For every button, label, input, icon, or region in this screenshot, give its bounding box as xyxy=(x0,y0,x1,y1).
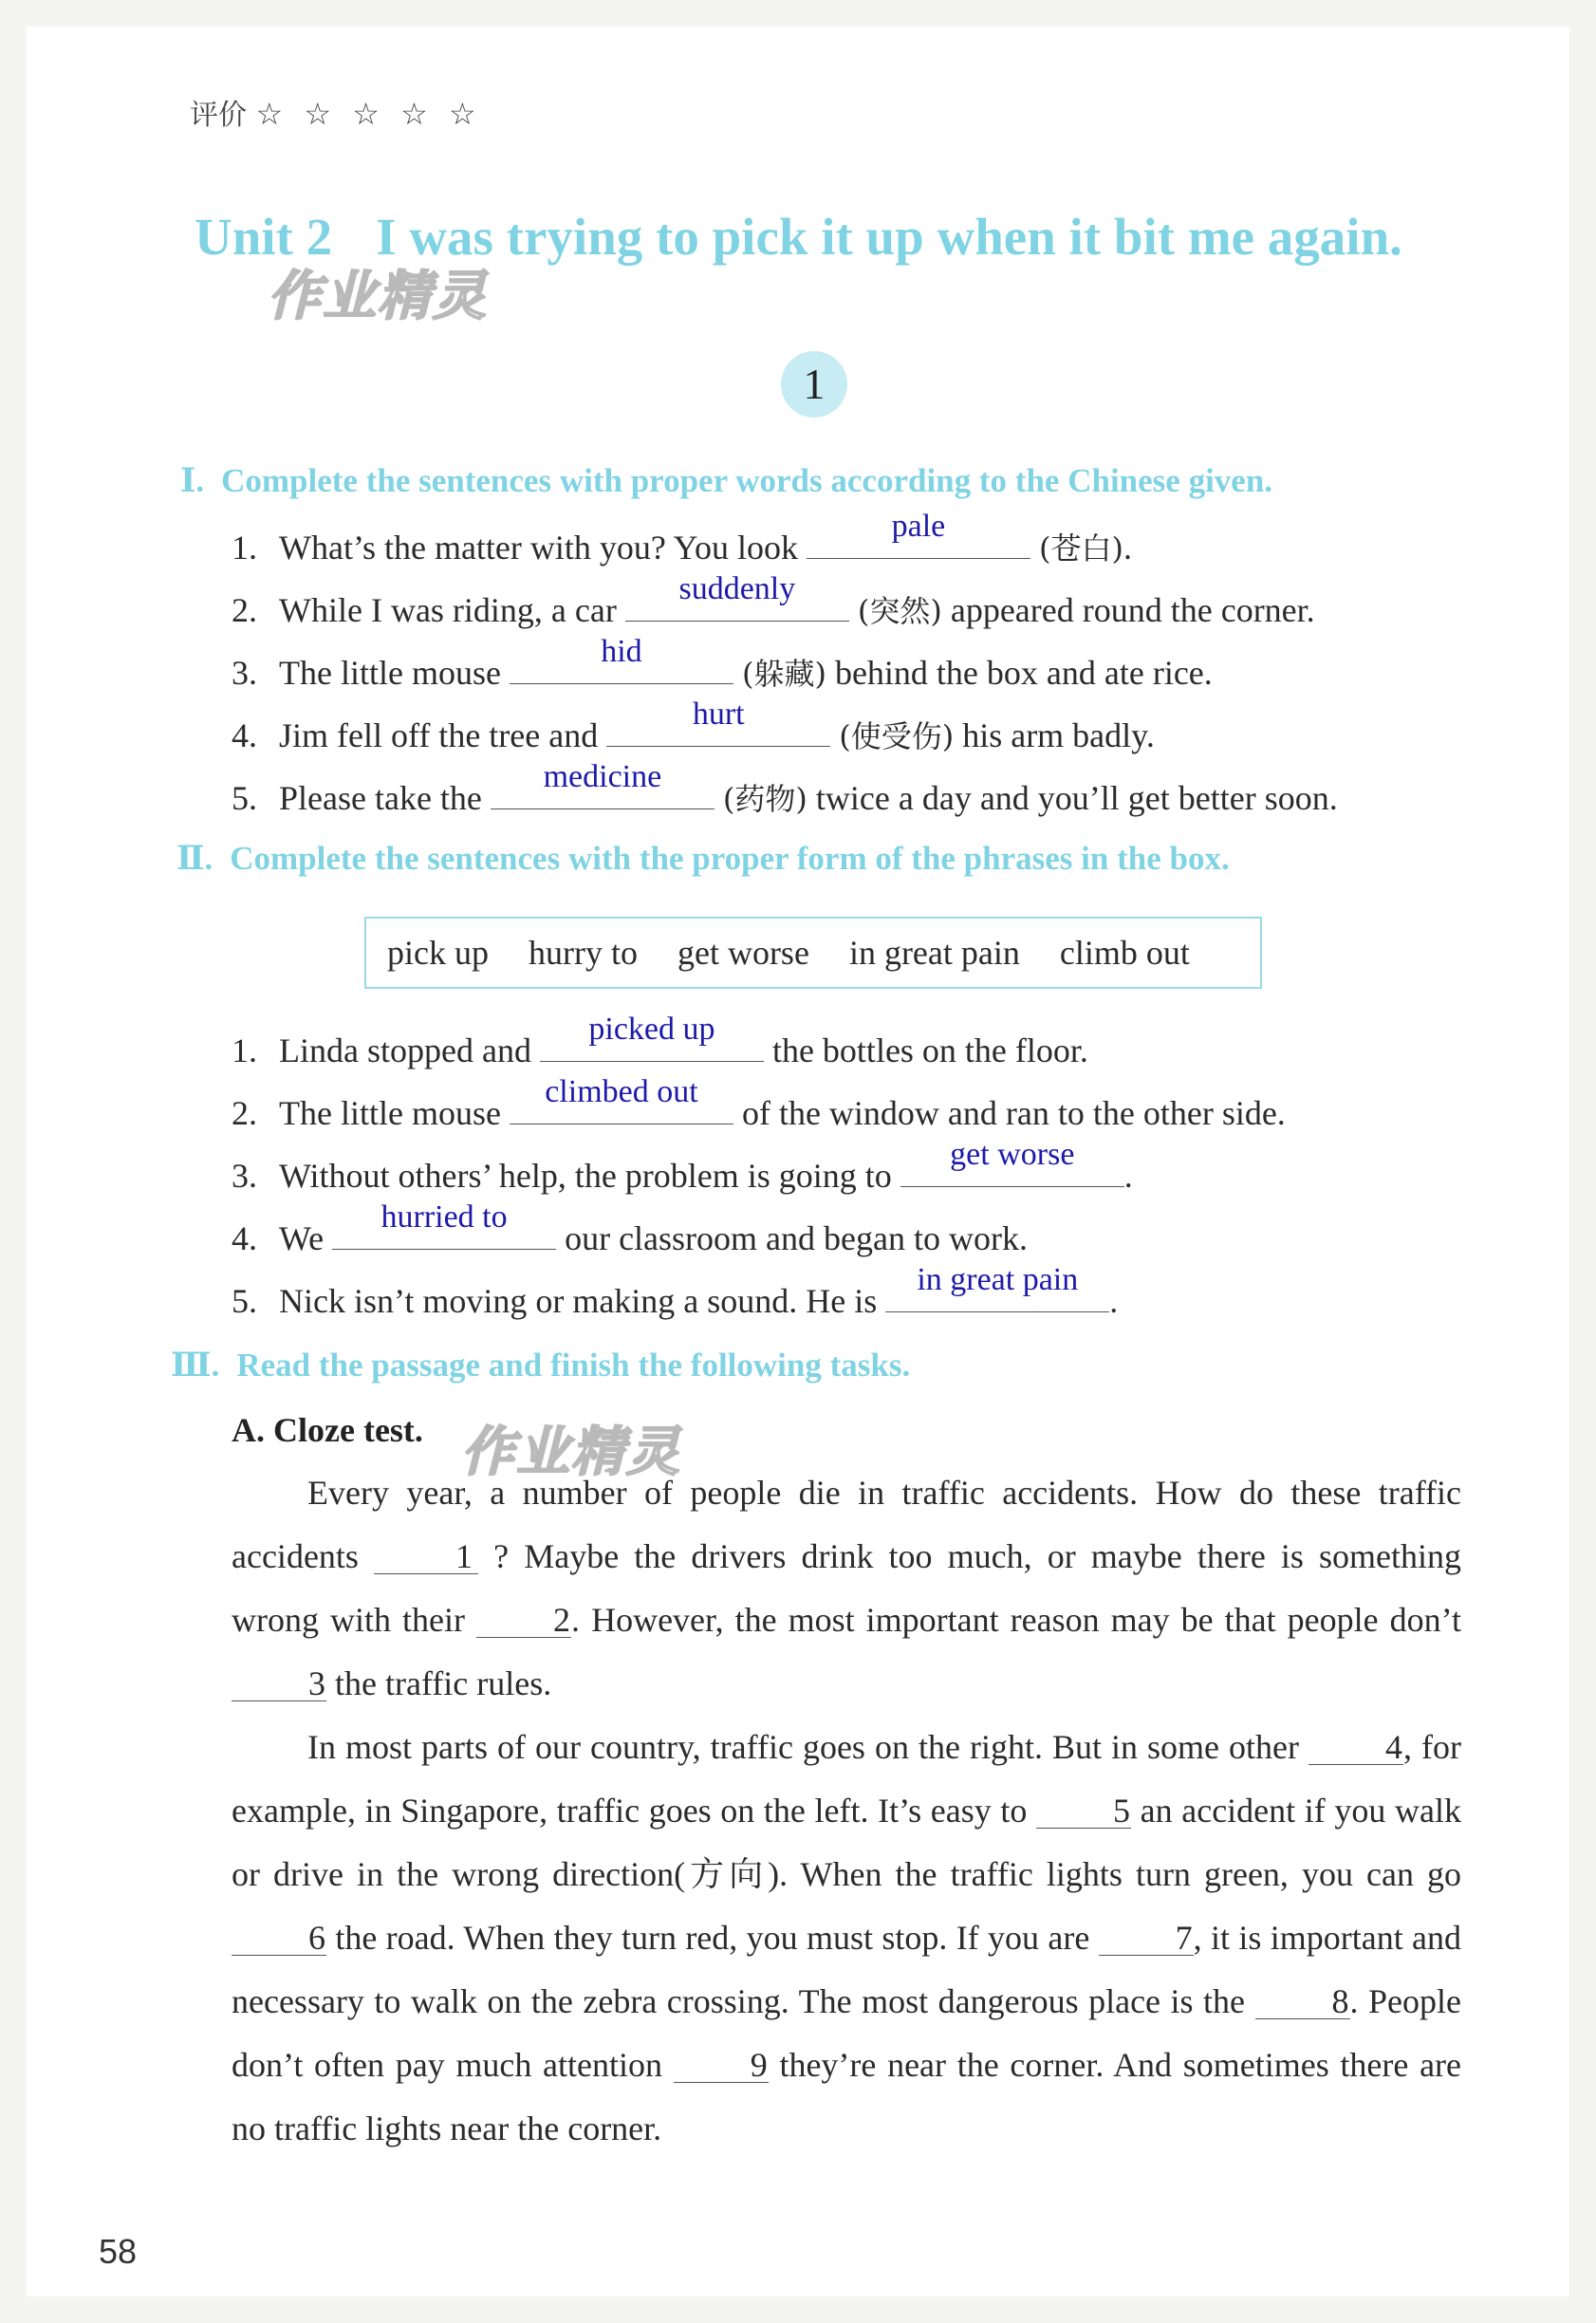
item-text: The little mouse xyxy=(279,1094,501,1132)
chinese-hint: (药物) xyxy=(722,781,807,817)
s1-item-4 xyxy=(232,697,1155,756)
paragraph-2 xyxy=(232,1716,1461,2161)
passage-text: , it is important and necessary to walk on the zebra crossing. The most dangerous place is the xyxy=(232,1919,1462,2020)
item-text: twice a day and you’ll get better soon. xyxy=(815,779,1338,817)
passage-text: . However, the most important reason may be that people don’t xyxy=(571,1601,1461,1639)
blank-number: 8 xyxy=(1331,1982,1349,2020)
passage-text: Every year, a number of people die in traffic accidents. How do these traffic accidents xyxy=(232,1474,1461,1575)
s1-item-5 xyxy=(232,759,1338,819)
item-text: . xyxy=(1123,1157,1133,1195)
cloze-blank[interactable] xyxy=(1099,1921,1194,1956)
page-number: 58 xyxy=(99,2232,138,2271)
answer: hid xyxy=(601,634,642,669)
item-text: What’s the matter with you? You look xyxy=(279,529,798,567)
watermark: 作业精灵 xyxy=(268,266,488,327)
cloze-blank[interactable] xyxy=(674,2048,769,2083)
item-text: Linda stopped and xyxy=(279,1031,531,1069)
item-number: 4. xyxy=(232,1219,257,1257)
answer-blank[interactable] xyxy=(885,1262,1109,1312)
answer-blank[interactable] xyxy=(625,571,849,622)
item-number: 5. xyxy=(232,1282,257,1320)
item-text: . xyxy=(1123,529,1132,567)
chinese-hint: (躲藏) xyxy=(741,656,826,692)
chinese-hint: (突然) xyxy=(857,593,942,629)
item-number: 5. xyxy=(232,779,257,817)
s2-item-5 xyxy=(232,1262,1119,1321)
item-number: 3. xyxy=(232,1157,257,1195)
item-text: Please take the xyxy=(279,779,482,817)
blank-number: 5 xyxy=(1113,1792,1130,1830)
section-3-text: Read the passage and finish the following tasks. xyxy=(236,1347,911,1384)
passage-text: . People don’t often pay much attention xyxy=(232,1982,1461,2084)
rating-stars: ☆ ☆ ☆ ☆ ☆ xyxy=(255,96,482,132)
cloze-subheading: A. Cloze test. xyxy=(232,1411,423,1449)
blank-number: 3 xyxy=(308,1664,325,1702)
unit-number: Unit 2 xyxy=(195,208,333,266)
answer: medicine xyxy=(543,759,662,794)
blank-number: 2 xyxy=(553,1601,571,1639)
section-2-text: Complete the sentences with the proper form of the phrases in the box. xyxy=(230,840,1230,877)
answer-blank[interactable] xyxy=(606,697,830,747)
section-1-roman: Ⅰ. xyxy=(180,462,205,499)
answer: pale xyxy=(891,509,946,544)
blank-number: 1 xyxy=(455,1537,473,1575)
passage-text: an accident if you walk or drive in the wrong direction(方向). When the traffic lights turn green, you can go xyxy=(232,1792,1462,1893)
s1-item-3 xyxy=(232,634,1213,694)
blank-number: 4 xyxy=(1385,1728,1402,1766)
phrase-box xyxy=(364,917,1262,989)
item-text: Nick isn’t moving or making a sound. He is xyxy=(279,1282,878,1320)
blank-number: 6 xyxy=(308,1919,325,1957)
item-number: 2. xyxy=(232,1094,257,1132)
section-3-roman: Ⅲ. xyxy=(171,1347,220,1384)
passage-text: the traffic rules. xyxy=(335,1664,552,1702)
item-text: our classroom and began to work. xyxy=(565,1219,1028,1257)
answer: hurt xyxy=(692,697,745,732)
cloze-passage xyxy=(232,1461,1461,2161)
s2-item-2 xyxy=(232,1074,1286,1133)
cloze-blank[interactable] xyxy=(1308,1730,1403,1765)
answer: in great pain xyxy=(917,1262,1079,1297)
answer-blank[interactable] xyxy=(510,634,733,684)
chinese-hint: (苍白) xyxy=(1038,530,1123,567)
s2-item-1 xyxy=(232,1012,1088,1070)
phrase: climb out xyxy=(1059,934,1190,972)
answer-blank[interactable] xyxy=(332,1199,556,1250)
passage-text: In most parts of our country, traffic goes on the right. But in some other xyxy=(307,1728,1299,1766)
rating xyxy=(190,91,482,133)
item-text: The little mouse xyxy=(279,654,501,692)
phrase: get worse xyxy=(677,934,809,972)
section-2-heading xyxy=(176,839,1230,878)
section-2-roman: Ⅱ. xyxy=(176,840,213,877)
item-text: . xyxy=(1109,1282,1119,1320)
phrase: pick up xyxy=(387,934,489,972)
blank-number: 7 xyxy=(1175,1919,1193,1957)
passage-text: ? Maybe the drivers drink too much, or maybe there is something wrong with their xyxy=(232,1537,1462,1639)
item-text: his arm badly. xyxy=(962,716,1155,754)
answer-blank[interactable] xyxy=(510,1074,733,1124)
answer-blank[interactable] xyxy=(900,1137,1124,1187)
item-text: behind the box and ate rice. xyxy=(834,654,1213,692)
s1-item-1 xyxy=(232,509,1132,568)
rating-label: 评价 xyxy=(190,99,247,132)
answer: suddenly xyxy=(678,571,796,606)
answer: hurried to xyxy=(380,1199,508,1235)
item-number: 1. xyxy=(232,529,257,567)
answer-blank[interactable] xyxy=(807,509,1030,559)
item-text: Without others’ help, the problem is going to xyxy=(279,1157,892,1195)
s2-item-3 xyxy=(232,1137,1133,1196)
watermark: 作业精灵 xyxy=(461,1422,681,1483)
blank-number: 9 xyxy=(750,2046,768,2084)
cloze-blank[interactable] xyxy=(476,1603,571,1638)
chinese-hint: (使受伤) xyxy=(839,718,955,754)
item-text: the bottles on the floor. xyxy=(771,1031,1088,1069)
cloze-blank[interactable] xyxy=(232,1921,326,1956)
item-number: 4. xyxy=(232,716,257,754)
section-1-heading xyxy=(180,461,1272,500)
passage-text: they’re near the corner. And sometimes there are no traffic lights near the corner. xyxy=(232,2046,1462,2147)
item-number: 2. xyxy=(232,591,257,629)
answer: climbed out xyxy=(545,1074,698,1109)
lesson-number: 1 xyxy=(781,351,847,418)
section-3-heading xyxy=(171,1346,910,1385)
answer-blank[interactable] xyxy=(540,1012,764,1062)
answer: picked up xyxy=(588,1012,715,1047)
item-number: 3. xyxy=(232,654,257,692)
s2-item-4 xyxy=(232,1199,1028,1258)
paragraph-1 xyxy=(232,1461,1461,1716)
s1-item-2 xyxy=(232,571,1315,631)
cloze-blank[interactable] xyxy=(232,1666,326,1701)
passage-text: the road. When they turn red, you must stop. If you are xyxy=(335,1919,1090,1957)
item-text: Jim fell off the tree and xyxy=(279,716,599,754)
answer-blank[interactable] xyxy=(491,759,714,809)
passage-text: , for example, in Singapore, traffic goes on the left. It’s easy to xyxy=(232,1728,1461,1830)
phrase: in great pain xyxy=(848,934,1020,972)
item-text: appeared round the corner. xyxy=(950,591,1315,629)
item-text: of the window and ran to the other side. xyxy=(741,1094,1286,1132)
section-1-text: Complete the sentences with proper words according to the Chinese given. xyxy=(221,462,1273,499)
item-number: 1. xyxy=(232,1031,257,1069)
phrase: hurry to xyxy=(528,934,638,972)
item-text: While I was riding, a car xyxy=(279,591,617,629)
answer: get worse xyxy=(950,1137,1075,1172)
cloze-blank[interactable] xyxy=(1255,1984,1350,2019)
cloze-blank[interactable] xyxy=(1036,1793,1131,1829)
cloze-blank[interactable] xyxy=(374,1539,478,1574)
unit-title-text: I was trying to pick it up when it bit me again. xyxy=(376,208,1402,266)
item-text: We xyxy=(279,1219,325,1257)
